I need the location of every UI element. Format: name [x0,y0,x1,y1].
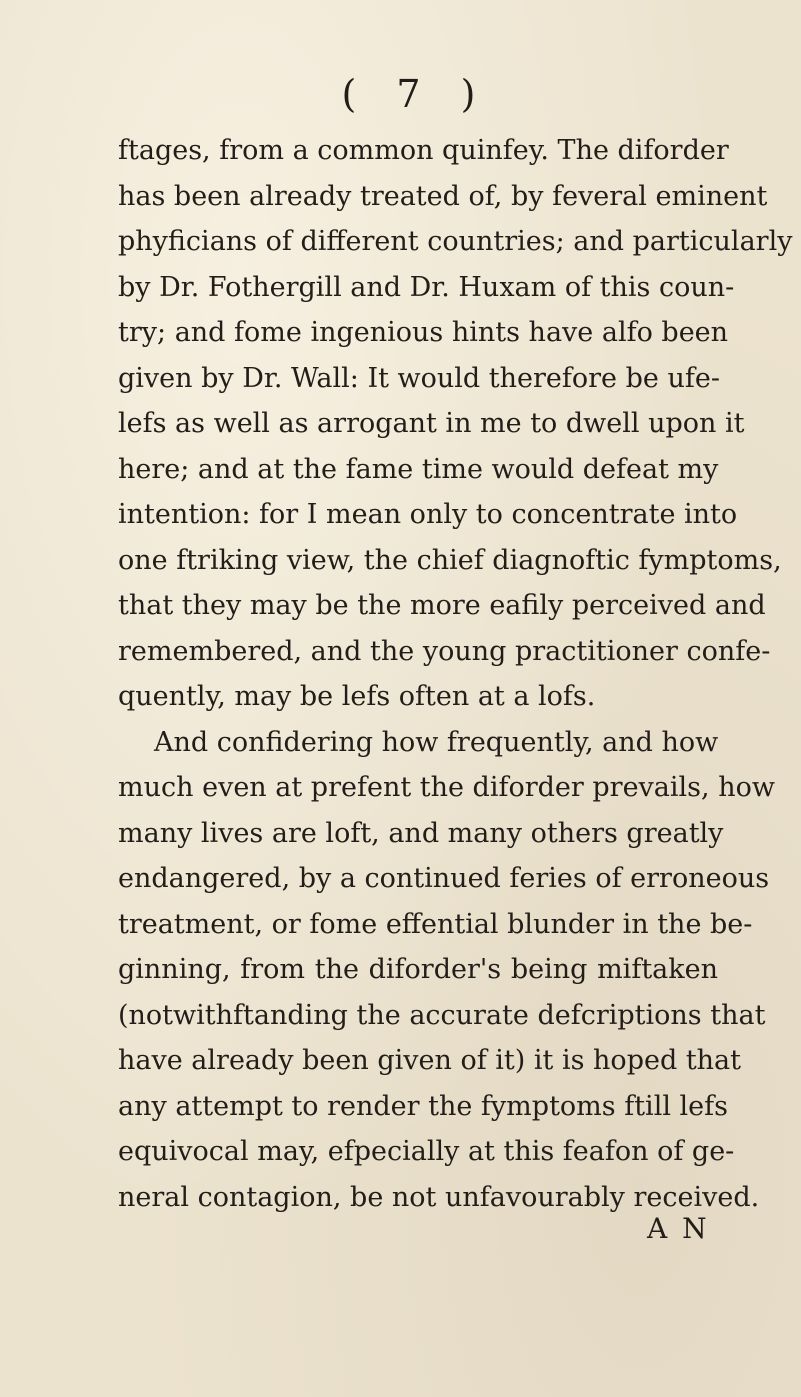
body-text [118,128,793,1220]
text-line: remembered, and the young practitioner confe- [118,635,771,667]
page-number: ( 7 ) [341,72,490,116]
text-line: And confidering how frequently, and how [154,726,719,758]
catchword: A N [647,1212,710,1245]
text-line: by Dr. Fothergill and Dr. Huxam of this coun- [118,271,735,303]
text-line: try; and fome ingenious hints have alfo been [118,317,729,348]
text-line: that they may be the more eafily perceived and [118,590,766,621]
text-line: (notwithftanding the accurate defcriptions that [118,999,766,1031]
text-line: here; and at the fame time would defeat my [118,453,719,485]
text-line: much even at prefent the diforder prevails, how [118,772,775,803]
text-line: one ftriking view, the chief diagnoftic fymptoms, [118,544,782,576]
text-line: ftages, from a common quinfey. The diforder [118,135,729,166]
text-line: intention: for I mean only to concentrate into [118,499,738,530]
text-line: given by Dr. Wall: It would therefore be ufe- [118,362,720,394]
text-line: quently, may be lefs often at a lofs. [118,681,596,712]
text-line: neral contagion, be not unfavourably received. [118,1181,760,1213]
text-line: many lives are loft, and many others greatly [118,817,724,849]
text-line: endangered, by a continued feries of erroneous [118,863,770,894]
text-line: have already been given of it) it is hoped that [118,1045,742,1076]
text-line: has been already treated of, by feveral eminent [118,180,768,212]
text-line: equivocal may, efpecially at this feafon of ge- [118,1136,735,1167]
text-line: phyficians of different countries; and particularly [118,226,793,257]
paragraph-2 [118,720,775,1221]
text-line: any attempt to render the fymptoms ftill lefs [118,1090,729,1122]
text-line: ginning, from the diforder's being miftaken [118,954,718,985]
paragraph-1 [118,128,793,720]
text-line: treatment, or fome effential blunder in the be- [118,908,753,940]
text-line: lefs as well as arrogant in me to dwell upon it [118,408,745,439]
